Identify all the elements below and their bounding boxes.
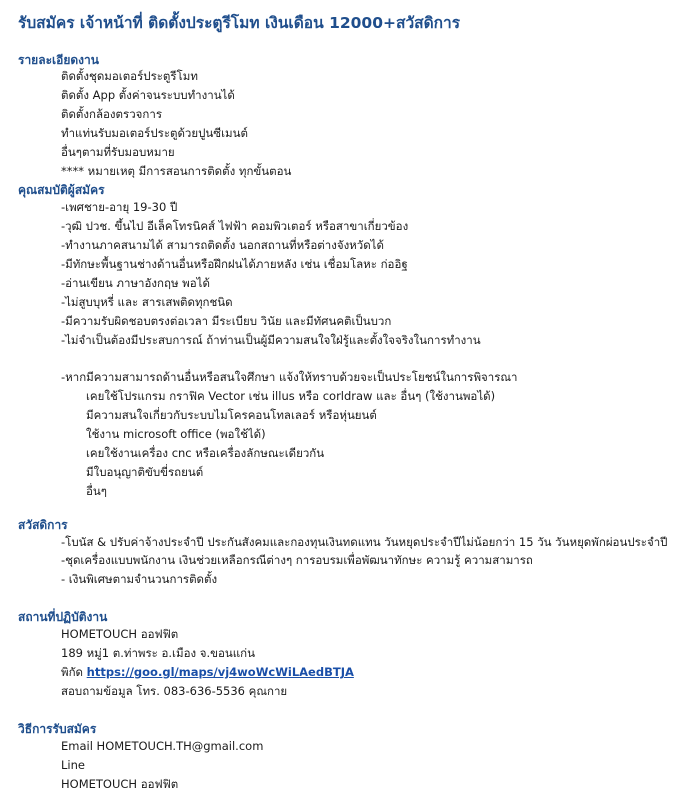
details-item: ทำแท่นรับมอเตอร์ประตูด้วยปูนซีเมนต์: [61, 126, 248, 140]
qualification-item: -มีทักษะพื้นฐานช่างด้านอื่นหรือฝึกฝนได้ภายหลัง เช่น เชื่อมโลหะ ก่ออิฐ: [61, 257, 408, 271]
map-label: พิกัด: [61, 665, 87, 679]
qualification-item: -เพศชาย-อายุ 19-30 ปี: [61, 200, 178, 214]
benefit-item: -ชุดเครื่องแบบพนักงาน เงินช่วยเหลือกรณีต่างๆ การอบรมเพื่อพัฒนาทักษะ ความรู้ ความสามารถ: [61, 553, 533, 567]
details-note: **** หมายเหตุ มีการสอนการติดตั้ง ทุกขั้นตอน: [61, 164, 292, 178]
details-item: อื่นๆตามที่รับมอบหมาย: [61, 145, 175, 159]
extra-skills-intro: -หากมีความสามารถด้านอื่นหรือสนใจศึกษา แจ้งให้ทราบด้วยจะเป็นประโยชน์ในการพิจารณา: [61, 370, 518, 384]
extra-skill-item: เคยใช้โปรแกรม กราฟิค Vector เช่น illus หรือ corldraw และ อื่นๆ (ใช้งานพอได้): [86, 389, 496, 403]
apply-line: Line: [61, 758, 85, 772]
apply-company: HOMETOUCH ออฟฟิต: [61, 777, 179, 791]
extra-skill-item: ใช้งาน microsoft office (พอใช้ได้): [86, 427, 266, 441]
qualification-item: -อ่านเขียน ภาษาอังกฤษ พอได้: [61, 276, 210, 290]
qualification-item: -ทำงานภาคสนามได้ สามารถติดตั้ง นอกสถานที่หรือต่างจังหวัดได้: [61, 238, 384, 252]
details-heading: รายละเอียดงาน: [18, 53, 99, 67]
benefit-item: - เงินพิเศษตามจำนวนการติดตั้ง: [61, 572, 218, 586]
map-link[interactable]: https://goo.gl/maps/vj4woWcWiLAedBTJA: [86, 665, 354, 679]
qualifications-heading: คุณสมบัติผู้สมัคร: [18, 183, 105, 197]
details-item: ติดตั้ง App ตั้งค่าจนระบบทำงานได้: [61, 88, 235, 102]
qualification-item: -มีความรับผิดชอบตรงต่อเวลา มีระเบียบ วินัย และมีทัศนคติเป็นบวก: [61, 314, 392, 328]
workplace-address: 189 หมู่1 ต.ท่าพระ อ.เมือง จ.ขอนแก่น: [61, 646, 256, 660]
details-item: ติดตั้งกล้องตรวจการ: [61, 107, 162, 121]
qualification-item: -ไม่จำเป็นต้องมีประสบการณ์ ถ้าท่านเป็นผู้มีความสนใจใฝ่รู้และตั้งใจจริงในการทำงาน: [61, 333, 481, 347]
workplace-company: HOMETOUCH ออฟฟิต: [61, 627, 179, 641]
page-title: รับสมัคร เจ้าหน้าที่ ติดตั้งประตูรีโมท เงินเดือน 12000+สวัสดิการ: [18, 14, 461, 32]
qualification-item: -ไม่สูบบุหรี่ และ สารเสพติดทุกชนิด: [61, 295, 233, 309]
workplace-map-row: [61, 665, 354, 679]
workplace-heading: สถานที่ปฏิบัติงาน: [18, 610, 108, 624]
extra-skill-item: มีความสนใจเกี่ยวกับระบบไมโครคอนโทลเลอร์ หรือหุ่นยนต์: [86, 408, 377, 422]
benefits-heading: สวัสดิการ: [18, 518, 68, 532]
apply-email: Email HOMETOUCH.TH@gmail.com: [61, 739, 264, 753]
apply-heading: วิธีการรับสมัคร: [18, 722, 97, 736]
extra-skill-item: มีใบอนุญาติขับขี่รถยนต์: [86, 465, 204, 479]
extra-skill-item: เคยใช้งานเครื่อง cnc หรือเครื่องลักษณะเดียวกัน: [86, 446, 325, 460]
details-item: ติดตั้งชุดมอเตอร์ประตูรีโมท: [61, 69, 198, 83]
qualification-item: -วุฒิ ปวช. ขึ้นไป อีเล็คโทรนิคส์ ไฟฟ้า คอมพิวเตอร์ หรือสาขาเกี่ยวข้อง: [61, 219, 409, 233]
benefit-item: -โบนัส & ปรับค่าจ้างประจำปี ประกันสังคมและกองทุนเงินทดแทน วันหยุดประจำปีไม่น้อยกว่า 15 วัน วันหยุดพักผ่อนประจำปี: [61, 535, 668, 549]
extra-skill-item: อื่นๆ: [86, 484, 107, 498]
workplace-contact: สอบถามข้อมูล โทร. 083-636-5536 คุณกาย: [61, 684, 288, 698]
